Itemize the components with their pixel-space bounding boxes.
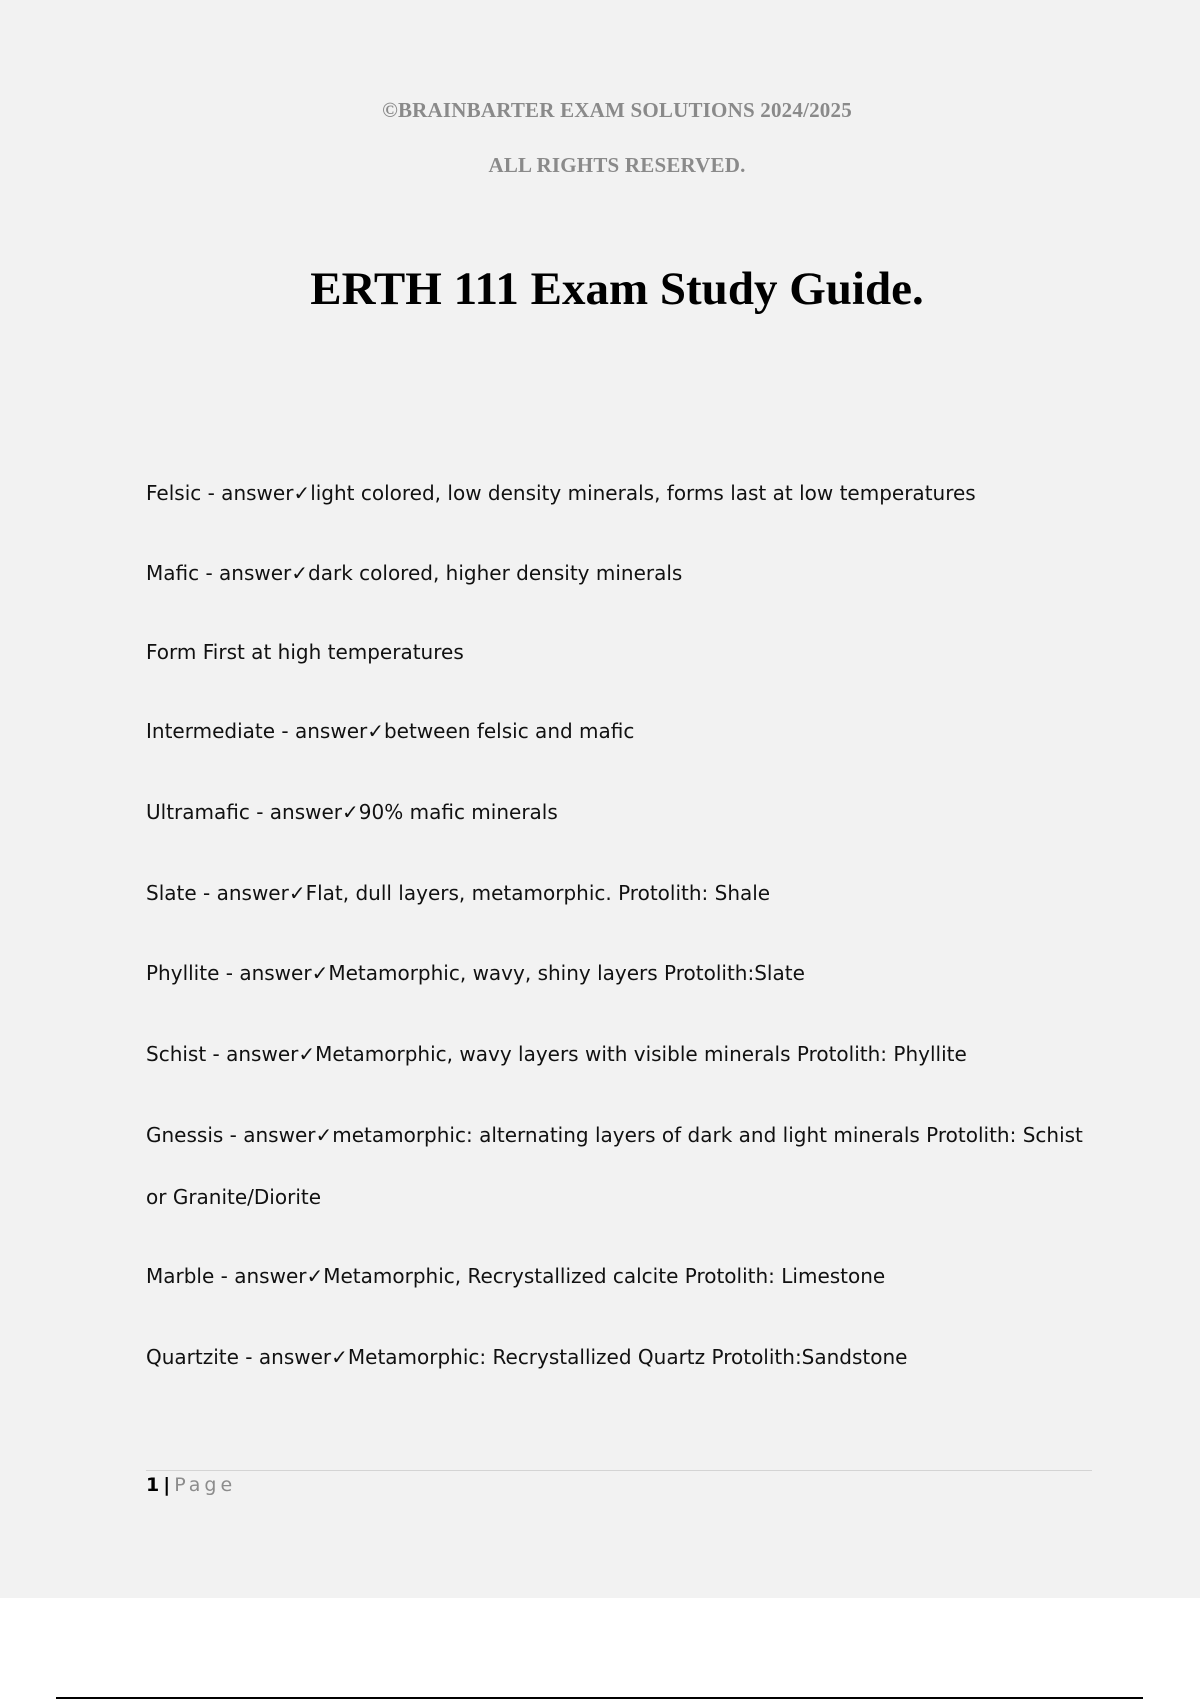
entry-term: Slate [146,881,197,905]
document-title: ERTH 111 Exam Study Guide. [310,263,924,315]
page-footer [146,1474,236,1496]
entry-definition: dark colored, higher density minerals [308,561,683,585]
checkmark-icon: ✓ [288,881,306,905]
list-item [146,462,1096,524]
entry-definition: Flat, dull layers, metamorphic. Protolith: Shale [305,881,771,905]
checkmark-icon: ✓ [342,800,359,824]
entry-definition: between felsic and mafic [383,719,635,743]
page-label: Page [174,1474,237,1496]
checkmark-icon: ✓ [331,1345,348,1369]
list-item [146,1023,1096,1085]
entry-term: Ultramafic [146,800,250,824]
entry-definition: Metamorphic: Recrystallized Quartz Protolith:Sandstone [347,1345,908,1369]
checkmark-icon: ✓ [367,719,384,743]
list-item [146,781,1096,843]
bottom-divider [56,1697,1143,1699]
page-number: 1 [146,1474,160,1496]
entry-definition: Metamorphic, Recrystallized calcite Protolith: Limestone [323,1264,886,1288]
entry-term: Mafic [146,561,200,585]
rights-header: ALL RIGHTS RESERVED. [488,153,746,177]
entry-definition: Form First at high temperatures [146,640,464,664]
list-item [146,1104,1096,1228]
list-item [146,1245,1096,1307]
entry-separator: - answer [275,719,368,743]
entry-term: Gnessis [146,1123,224,1147]
entry-definition: metamorphic: alternating layers of dark and light minerals Protolith: Schist or Granite/Diorite [146,1123,1083,1209]
checkmark-icon: ✓ [311,961,329,985]
entry-separator: - answer [196,881,289,905]
entry-definition: light colored, low density minerals, forms last at low temperatures [310,481,976,505]
list-item [146,1326,1096,1388]
list-item [146,862,1096,924]
entry-separator: - answer [238,1345,332,1369]
entry-separator: - answer [199,561,292,585]
entry-separator: - answer [223,1123,316,1147]
footer-divider [146,1470,1092,1471]
entry-term: Intermediate [146,719,276,743]
entry-term: Marble [146,1264,215,1288]
footer-separator: | [163,1474,171,1496]
entry-term: Phyllite [146,961,220,985]
list-item [146,700,1096,762]
entry-separator: - answer [249,800,343,824]
list-item [146,542,1096,604]
entry-separator: - answer [214,1264,307,1288]
checkmark-icon: ✓ [293,481,311,505]
list-item [146,942,1096,1004]
list-item [146,621,1096,683]
entry-definition: 90% mafic minerals [358,800,558,824]
checkmark-icon: ✓ [315,1123,333,1147]
checkmark-icon: ✓ [306,1264,324,1288]
entry-separator: - answer [201,481,294,505]
entry-separator: - answer [206,1042,299,1066]
copyright-header: ©BRAINBARTER EXAM SOLUTIONS 2024/2025 [382,98,852,122]
entry-separator: - answer [219,961,312,985]
entry-definition: Metamorphic, wavy layers with visible minerals Protolith: Phyllite [315,1042,967,1066]
entry-term: Quartzite [146,1345,239,1369]
entry-definition: Metamorphic, wavy, shiny layers Protolith:Slate [328,961,805,985]
checkmark-icon: ✓ [298,1042,316,1066]
checkmark-icon: ✓ [291,561,309,585]
entry-term: Schist [146,1042,207,1066]
entry-term: Felsic [146,481,202,505]
